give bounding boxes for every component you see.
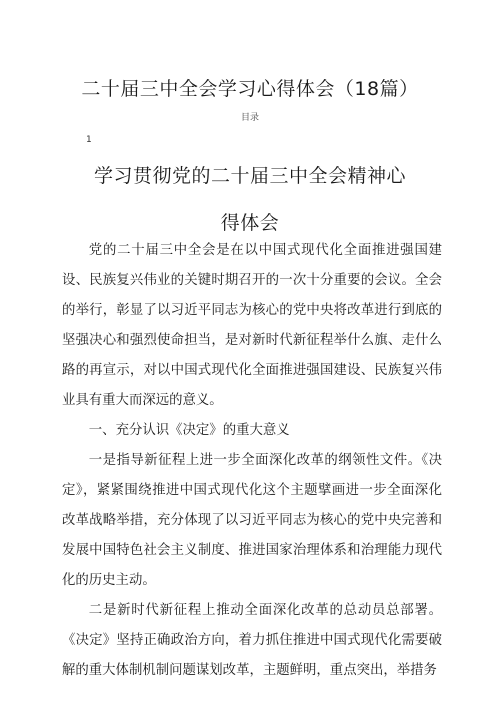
article-title-line1: 学习贯彻党的二十届三中全会精神心 — [93, 165, 406, 187]
paragraph-point-2: 二是新时代新征程上推动全面深化改革的总动员总部署。《决定》坚持正确政治方向，着力抓住推进中国式现代化需要破解的重大体制机制问题谋划改革，主题鲜明，重点突出，举措务 — [62, 603, 442, 678]
paragraph-intro: 党的二十届三中全会是在以中国式现代化全面推进强国建设、民族复兴伟业的关键时期召开的一次十分重要的会议。全会的举行，彰显了以习近平同志为核心的党中央将改革进行到底的坚强决心和强烈使命担当，是对新时代新征程举什么旗、走什么路的再宣示，对以中国式现代化全面推进强国建设、民族复兴伟业具有重大而深远的意义。 — [62, 243, 442, 408]
article-title-line2: 得体会 — [220, 212, 280, 234]
toc-number: 1 — [86, 135, 92, 145]
section-heading: 一、充分认识《决定》的重大意义 — [88, 423, 290, 438]
document-title: 二十届三中全会学习心得体会（18篇） — [81, 78, 419, 100]
paragraph-point-1: 一是指导新征程上进一步全面深化改革的纲领性文件。《决定》，紧紧围绕推进中国式现代化这个主题擘画进一步全面深化改革战略举措，充分体现了以习近平同志为核心的党中央完善和发展中国特色社会主义制度、推进国家治理体系和治理能力现代化的历史主动。 — [62, 453, 442, 588]
article-body — [62, 236, 442, 686]
toc-label: 目录 — [240, 113, 259, 123]
